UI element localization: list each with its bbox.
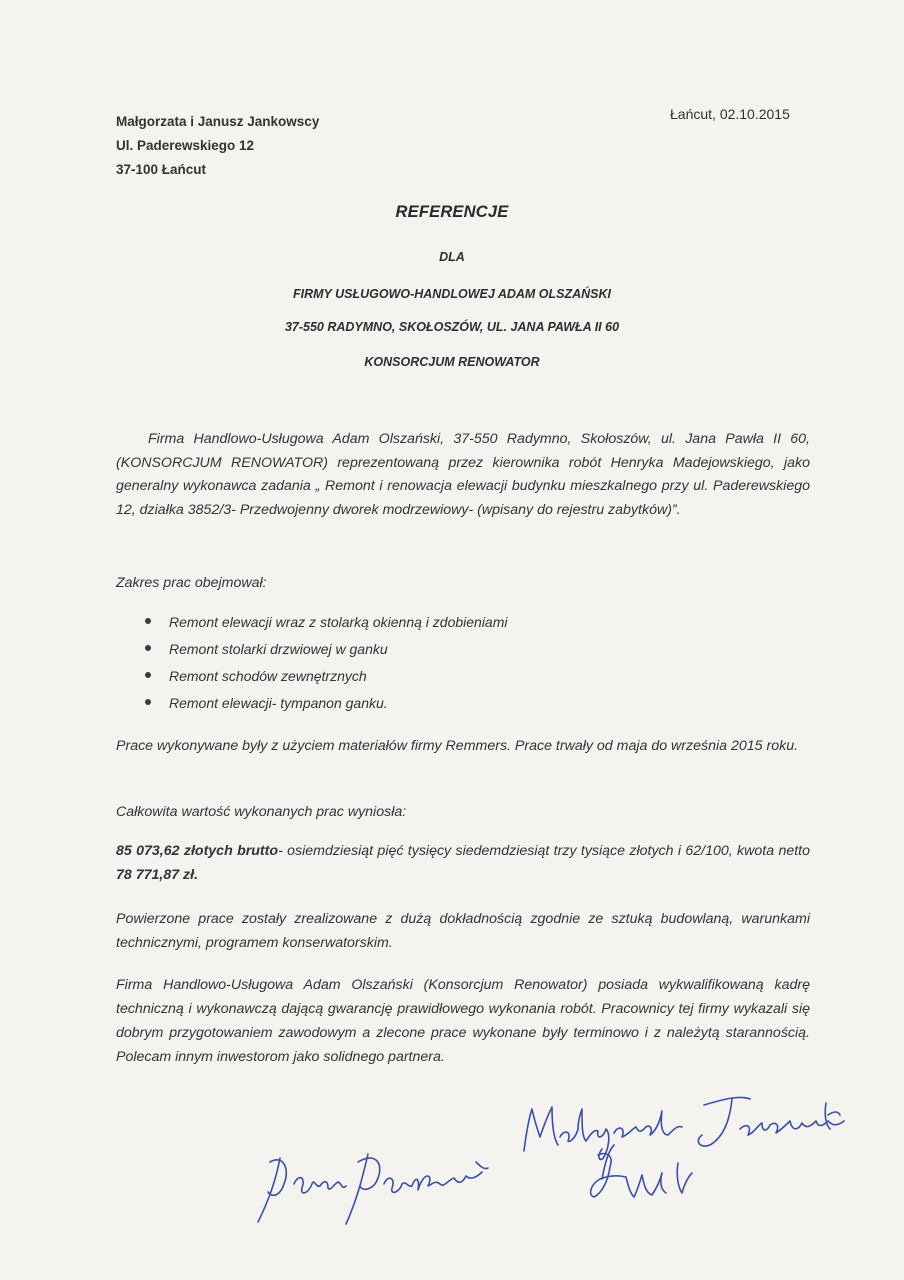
signature-right [510,1085,870,1215]
scope-item: Remont elewacji wraz z stolarką okienną i zdobieniami [145,614,508,630]
closing-paragraph: Firma Handlowo-Usługowa Adam Olszański (Konsorcjum Renowator) posiada wykwalifikowaną kadrę techniczną i wykonawczą dającą gwarancję prawidłowego wykonania robót. Pracownicy tej firmy wykazali się dobrym przygotowaniem zawodowym a zlecone prace wykonane były terminowo i z należytą starannością. Polecam innym inwestorom jako solidnego partnera. [116,977,810,1065]
bullet-icon [145,672,151,678]
materials-paragraph: Prace wykonywane były z użyciem materiałów firmy Remmers. Prace trwały od maja do września 2015 roku. [116,738,799,754]
value-words: - osiemdziesiąt pięć tysięcy siedemdziesiąt trzy tysiące złotych i 62/100, kwota netto [278,843,811,859]
heading-consortium: KONSORCJUM RENOWATOR [364,355,540,369]
intro-paragraph: Firma Handlowo-Usługowa Adam Olszański, 37-550 Radymno, Skołoszów, ul. Jana Pawła II 60, (KONSORCJUM RENOWATOR) reprezentowaną przez kierownika robót Henryka Madejowskiego, jako generalny wykonawca zadania „ Remont i renowacja elewacji budynku mieszkalnego przy ul. Paderewskiego 12, działka 3852/3- Przedwojenny dworek modrzewiowy- (wpisany do rejestru zabytków)”. [116,431,810,518]
quality-paragraph: Powierzone prace zostały zrealizowane z dużą dokładnością zgodnie ze sztuką budowlaną, warunkami technicznymi, programem konserwatorskim. [116,911,810,951]
scope-item: Remont schodów zewnętrznych [145,668,367,684]
scope-item: Remont stolarki drzwiowej w ganku [145,641,388,657]
letter-title: REFERENCJE [395,203,509,221]
sender-street: Ul. Paderewskiego 12 [116,138,255,153]
net-value: 78 771,87 zł. [116,866,199,883]
value-label: Całkowita wartość wykonanych prac wyniosła: [116,804,407,820]
signature-left [250,1140,510,1230]
sender-city: 37-100 Łańcut [116,162,207,177]
bullet-icon [145,618,151,624]
bullet-icon [145,699,151,705]
heading-company: FIRMY USŁUGOWO-HANDLOWEJ ADAM OLSZAŃSKI [292,287,612,301]
scope-item: Remont elewacji- tympanon ganku. [145,695,388,711]
value-paragraph [116,840,810,887]
bullet-icon [145,645,151,651]
heading-address: 37-550 RADYMNO, SKOŁOSZÓW, UL. JANA PAWŁA II 60 [284,320,620,334]
scope-label: Zakres prac obejmował: [116,575,267,591]
sender-name: Małgorzata i Janusz Jankowscy [116,114,320,129]
sender-address [116,110,319,182]
letter-date: Łańcut, 02.10.2015 [670,106,790,122]
heading-for: DLA [439,250,465,264]
gross-value: 85 073,62 złotych brutto [116,843,279,859]
